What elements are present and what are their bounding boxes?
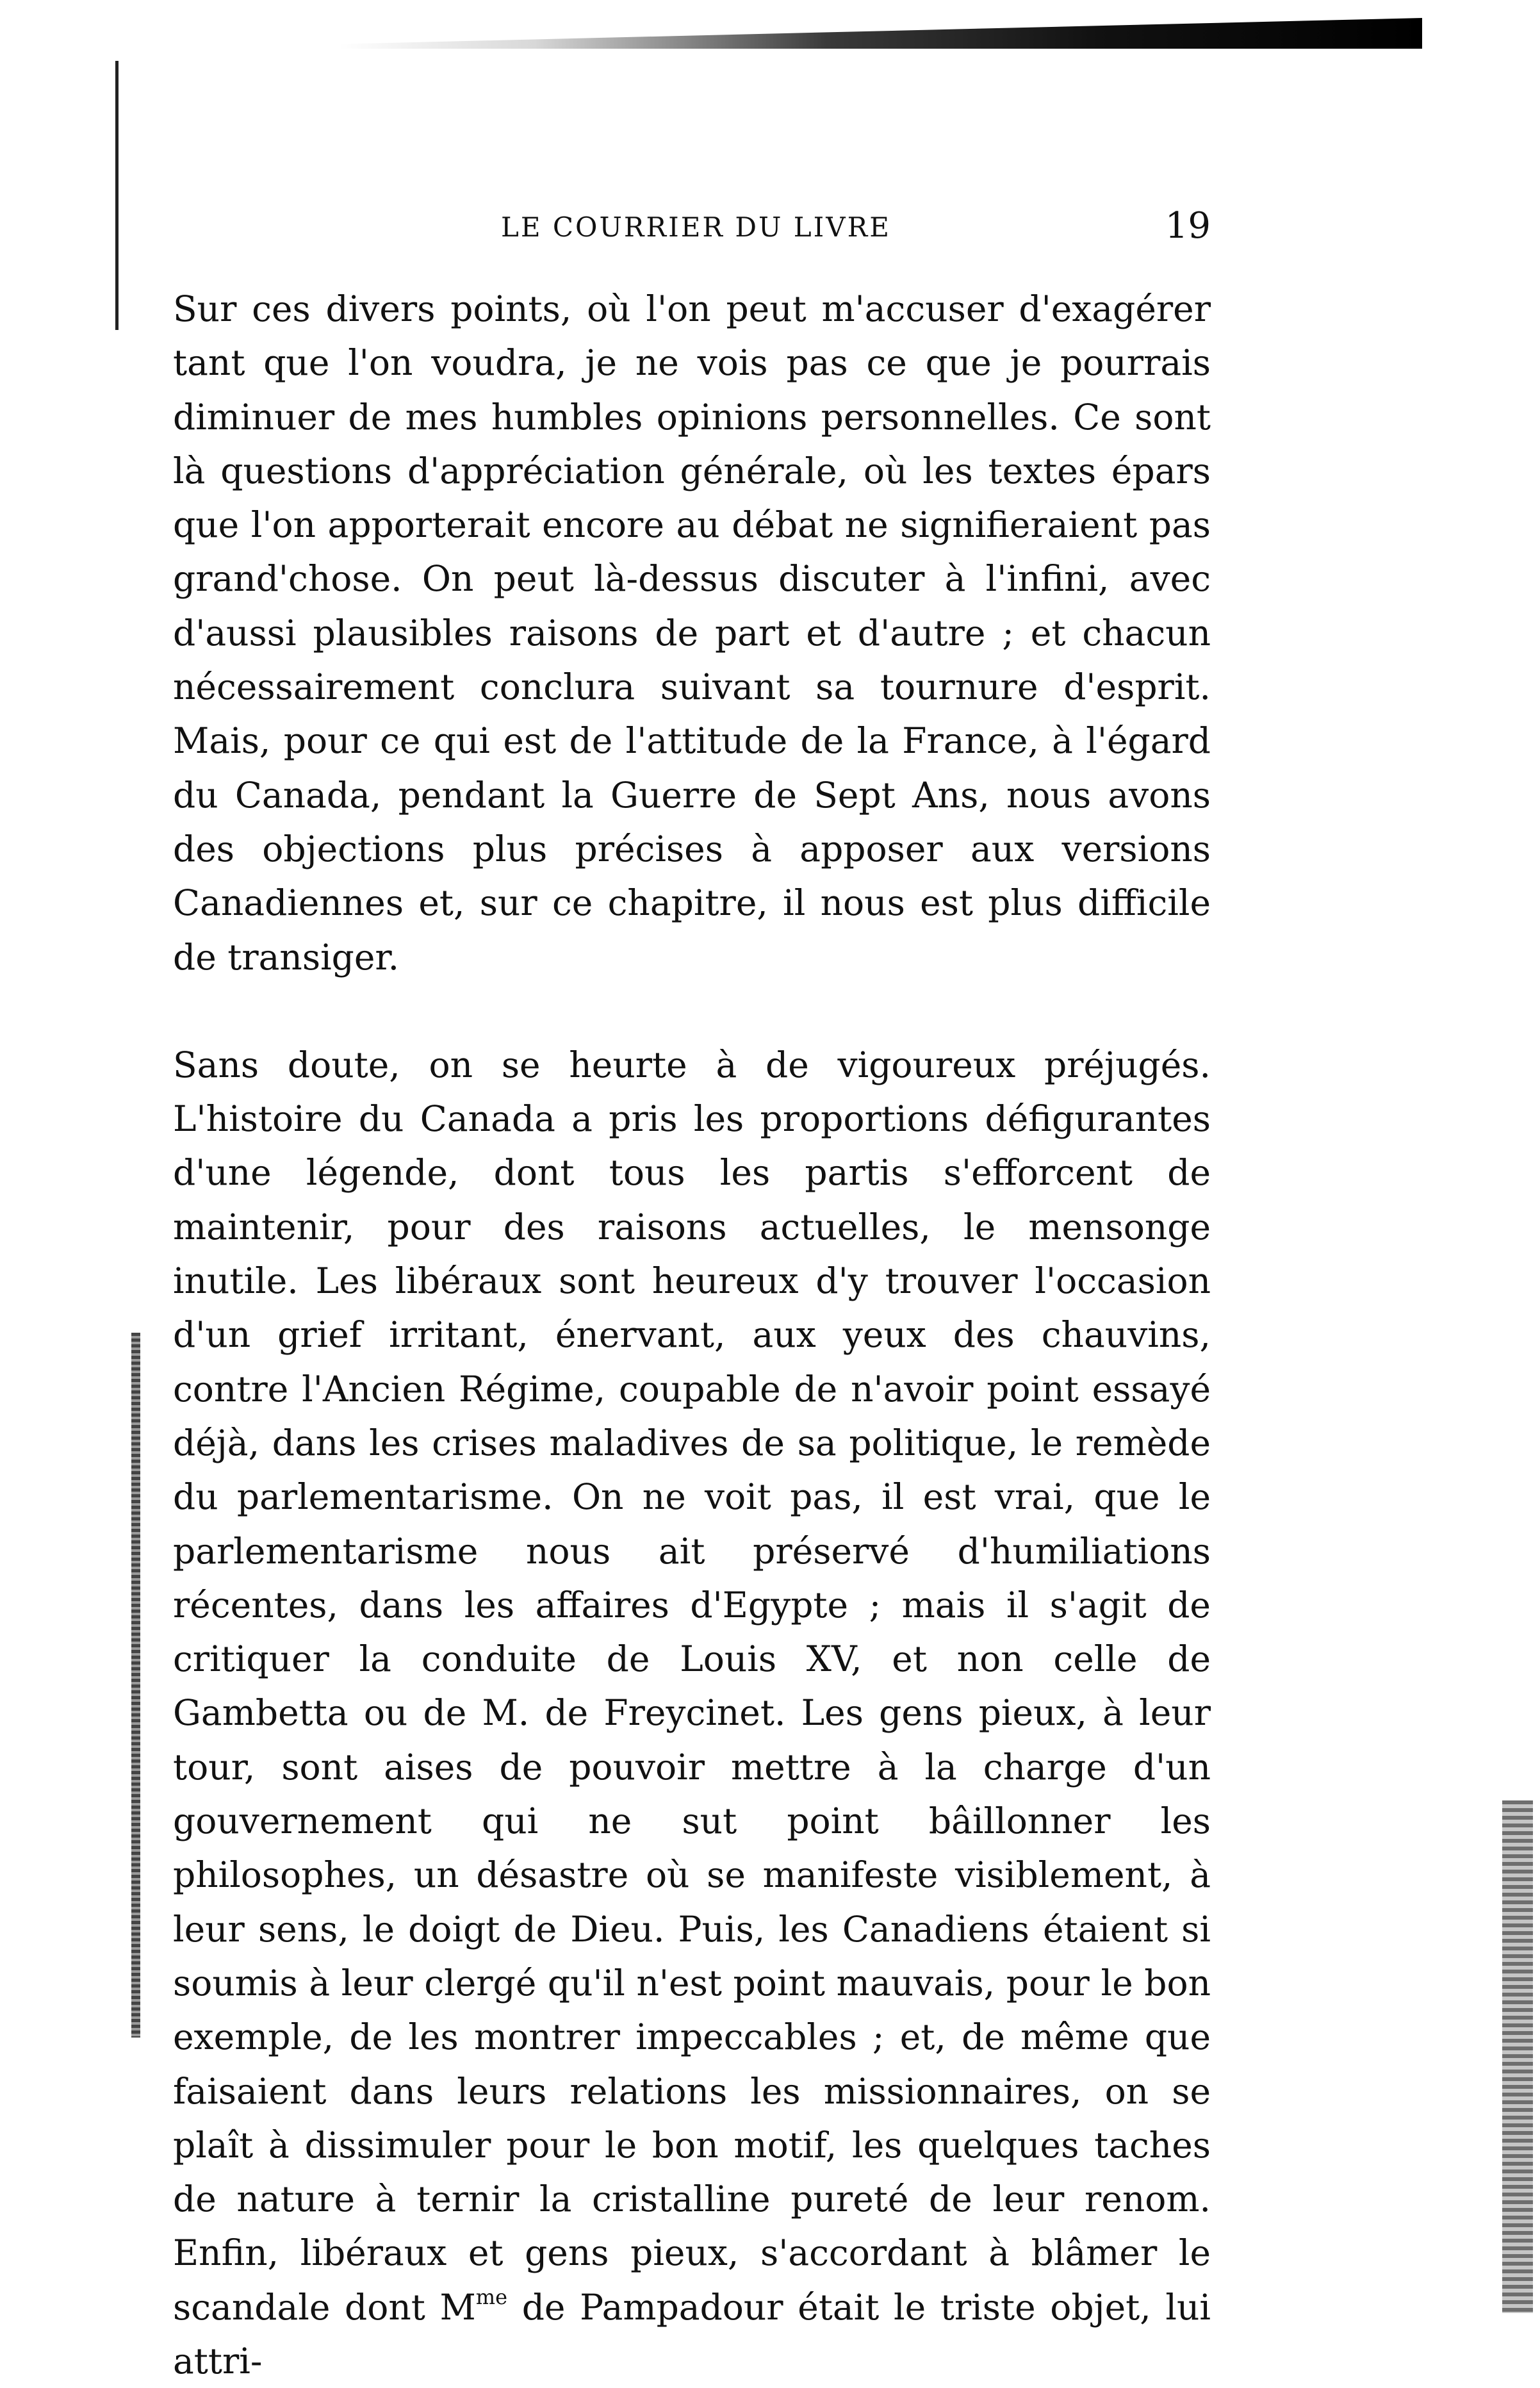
scan-edge-strip — [1502, 1800, 1533, 2313]
running-head — [173, 205, 1211, 256]
scan-edge-shadow — [340, 18, 1422, 49]
paragraph-2-text: Sans doute, on se heurte à de vigoureux préjugés. L'histoire du Canada a pris les proportions défigurantes d'une légende, dont tous les partis s'efforcent de maintenir, pour des raisons actuelles, le mensonge inutile. Les libéraux sont heureux d'y trouver l'occasion d'un grief irritant, énervant, aux yeux des chauvins, contre l'Ancien Régime, coupable de n'avoir point essayé déjà, dans les crises maladives de sa politique, le remède du parlementarisme. On ne voit pas, il est vrai, que le parlementarisme nous ait préservé d'humiliations récentes, dans les affaires d'Egypte ; mais il s'agit de critiquer la conduite de Louis XV, et non celle de Gambetta ou de M. de Freycinet. Les gens pieux, à leur tour, sont aises de pouvoir mettre à la charge d'un gouvernement qui ne sut point bâillonner les philosophes, un désastre où se manifeste visiblement, à leur sens, le doigt de Dieu. Puis, les Canadiens étaient si soumis à leur clergé qu'il n'est point mauvais, pour le bon exemple, de les montrer impeccables ; et, de même que faisaient dans leurs relations les missionnaires, on se plaît à dissimuler pour le bon motif, les quelques taches de nature à ternir la cristalline pureté de leur renom. Enfin, libéraux et gens pieux, s'accordant à blâmer le scandale dont M — [173, 1044, 1211, 2328]
page-number: 19 — [1165, 205, 1211, 247]
body-text — [173, 282, 1211, 2388]
paragraph-1: Sur ces divers points, où l'on peut m'accuser d'exagérer tant que l'on voudra, je ne vois pas ce que je pourrais diminuer de mes humbles opinions personnelles. Ce sont là questions d'appréciation générale, où les textes épars que l'on apporterait encore au débat ne signifieraient pas grand'chose. On peut là-dessus discuter à l'infini, avec d'aussi plausibles raisons de part et d'autre ; et chacun nécessairement conclura suivant sa tournure d'esprit. Mais, pour ce qui est de l'attitude de la France, à l'égard du Canada, pendant la Guerre de Sept Ans, nous avons des objections plus précises à apposer aux versions Canadiennes et, sur ce chapitre, il nous est plus difficile de transiger. — [173, 288, 1211, 978]
scan-binding-rule — [115, 61, 119, 330]
superscript-me: me — [475, 2284, 508, 2309]
paragraph-2 — [173, 1038, 1211, 2388]
running-title: LE COURRIER DU LIVRE — [501, 211, 891, 243]
scan-binding-strip — [131, 1333, 140, 2038]
paragraph-2-text-end: de Pampadour était le triste objet, lui attri- — [173, 2286, 1211, 2382]
